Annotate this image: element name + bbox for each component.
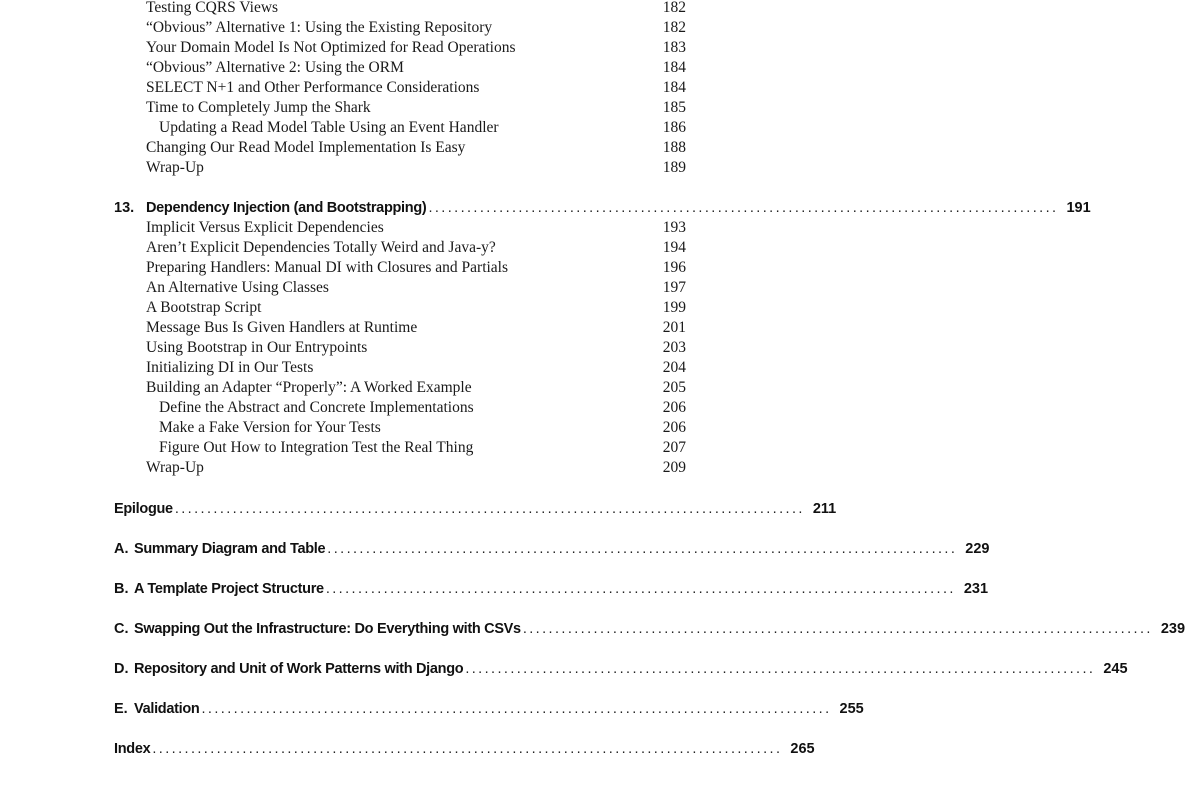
toc-entry-page: 182 <box>662 19 686 36</box>
toc-subentry[interactable] <box>159 418 686 438</box>
toc-entry[interactable] <box>146 358 686 378</box>
toc-entry-page: 197 <box>662 279 686 296</box>
toc-entry-title: SELECT N+1 and Other Performance Considerations <box>146 79 480 96</box>
toc-entry[interactable] <box>146 338 686 358</box>
chapter-title: Repository and Unit of Work Patterns with Django <box>134 661 464 677</box>
toc-entry[interactable] <box>146 18 686 38</box>
toc-entry-title: An Alternative Using Classes <box>146 279 329 296</box>
appendix-letter: B. <box>114 581 129 597</box>
toc-entry[interactable] <box>146 298 686 318</box>
toc-entry-page: 184 <box>662 59 686 76</box>
toc-entry[interactable] <box>146 218 686 238</box>
toc-entry-title: Updating a Read Model Table Using an Event Handler <box>159 119 499 136</box>
toc-entry-page: 188 <box>662 139 686 156</box>
appendix-letter: E. <box>114 701 128 717</box>
toc-entry-page: 184 <box>662 79 686 96</box>
chapter-13-heading[interactable] <box>114 197 1091 219</box>
appendix-a-heading[interactable] <box>114 538 990 560</box>
toc-entry[interactable] <box>146 158 686 178</box>
toc-subentry[interactable] <box>159 118 686 138</box>
chapter-title: Swapping Out the Infrastructure: Do Everything with CSVs <box>134 621 521 637</box>
dot-leader: .................................................................................................. <box>201 701 832 717</box>
chapter-page: 231 <box>963 581 989 597</box>
toc-entry-title: Make a Fake Version for Your Tests <box>159 419 381 436</box>
appendix-letter: A. <box>114 541 129 557</box>
toc-entry-title: Define the Abstract and Concrete Implementations <box>159 399 474 416</box>
toc-entry-page: 207 <box>662 439 686 456</box>
chapter-title: Summary Diagram and Table <box>134 541 326 557</box>
toc-subentry[interactable] <box>159 438 686 458</box>
appendix-letter: C. <box>114 621 129 637</box>
toc-entry-page: 194 <box>662 239 686 256</box>
toc-entry-page: 185 <box>662 99 686 116</box>
chapter-page: 255 <box>839 701 864 717</box>
chapter-page: 191 <box>1066 200 1091 216</box>
toc-entry-page: 182 <box>662 0 686 16</box>
appendix-b-heading[interactable] <box>114 578 989 600</box>
chapter-title: Validation <box>134 701 200 717</box>
appendix-e-heading[interactable] <box>114 698 864 720</box>
toc-entry[interactable] <box>146 78 686 98</box>
toc-entry-title: Testing CQRS Views <box>146 0 279 16</box>
toc-entry-page: 196 <box>662 259 686 276</box>
appendix-letter: D. <box>114 661 129 677</box>
toc-entry-title: Changing Our Read Model Implementation Is Easy <box>146 139 466 156</box>
chapter-title: A Template Project Structure <box>134 581 324 597</box>
toc-entry[interactable] <box>146 0 686 18</box>
toc-entry-title: Wrap-Up <box>146 159 204 176</box>
dot-leader: .................................................................................................. <box>428 200 1059 216</box>
toc-entry-title: Implicit Versus Explicit Dependencies <box>146 219 384 236</box>
toc-entry-page: 203 <box>662 339 686 356</box>
toc-entry-title: Wrap-Up <box>146 459 204 476</box>
toc-entry[interactable] <box>146 258 686 278</box>
dot-leader: .................................................................................................. <box>174 501 805 517</box>
toc-entry-title: Your Domain Model Is Not Optimized for Read Operations <box>146 39 516 56</box>
toc-entry[interactable] <box>146 378 686 398</box>
chapter-title: Epilogue <box>114 501 173 517</box>
toc-entry[interactable] <box>146 238 686 258</box>
toc-entry-page: 199 <box>662 299 686 316</box>
toc-entry-title: “Obvious” Alternative 2: Using the ORM <box>146 59 404 76</box>
dot-leader: .................................................................................................. <box>465 661 1096 677</box>
dot-leader: .................................................................................................. <box>325 581 956 597</box>
toc-entry-title: A Bootstrap Script <box>146 299 262 316</box>
chapter-page: 229 <box>965 541 990 557</box>
toc-entry[interactable] <box>146 458 686 478</box>
toc-entry[interactable] <box>146 138 686 158</box>
chapter-title: Index <box>114 741 151 757</box>
chapter-page: 239 <box>1160 621 1185 637</box>
chapter-page: 211 <box>812 501 837 517</box>
toc-entry[interactable] <box>146 318 686 338</box>
appendix-c-heading[interactable] <box>114 618 1185 640</box>
toc-entry[interactable] <box>146 98 686 118</box>
toc-entry-page: 206 <box>662 399 686 416</box>
toc-entry-page: 186 <box>662 119 686 136</box>
index-heading[interactable] <box>114 738 815 760</box>
toc-entry-title: Figure Out How to Integration Test the Real Thing <box>159 439 474 456</box>
toc-entry[interactable] <box>146 278 686 298</box>
toc-entry-title: Using Bootstrap in Our Entrypoints <box>146 339 368 356</box>
toc-entry-page: 209 <box>662 459 686 476</box>
toc-entry[interactable] <box>146 58 686 78</box>
toc-entry-title: Building an Adapter “Properly”: A Worked Example <box>146 379 472 396</box>
epilogue-heading[interactable] <box>114 498 837 520</box>
chapter-title: Dependency Injection (and Bootstrapping) <box>146 200 427 216</box>
toc-entry-title: Preparing Handlers: Manual DI with Closures and Partials <box>146 259 509 276</box>
toc-entry-page: 189 <box>662 159 686 176</box>
toc-entry[interactable] <box>146 38 686 58</box>
toc-entry-title: “Obvious” Alternative 1: Using the Existing Repository <box>146 19 493 36</box>
dot-leader: .................................................................................................. <box>327 541 958 557</box>
toc-entry-title: Initializing DI in Our Tests <box>146 359 314 376</box>
toc-entry-title: Message Bus Is Given Handlers at Runtime <box>146 319 418 336</box>
toc-subentry[interactable] <box>159 398 686 418</box>
toc-entry-page: 205 <box>662 379 686 396</box>
toc-entry-page: 201 <box>662 319 686 336</box>
appendix-d-heading[interactable] <box>114 658 1128 680</box>
dot-leader: .................................................................................................. <box>152 741 783 757</box>
toc-entry-page: 183 <box>662 39 686 56</box>
toc-entry-title: Aren’t Explicit Dependencies Totally Weird and Java-y? <box>146 239 496 256</box>
toc-entry-page: 204 <box>662 359 686 376</box>
chapter-page: 265 <box>790 741 815 757</box>
dot-leader: .................................................................................................. <box>522 621 1153 637</box>
toc-entry-title: Time to Completely Jump the Shark <box>146 99 371 116</box>
chapter-number: 13. <box>114 200 135 216</box>
toc-entry-page: 193 <box>662 219 686 236</box>
toc-entry-page: 206 <box>662 419 686 436</box>
chapter-page: 245 <box>1103 661 1128 677</box>
